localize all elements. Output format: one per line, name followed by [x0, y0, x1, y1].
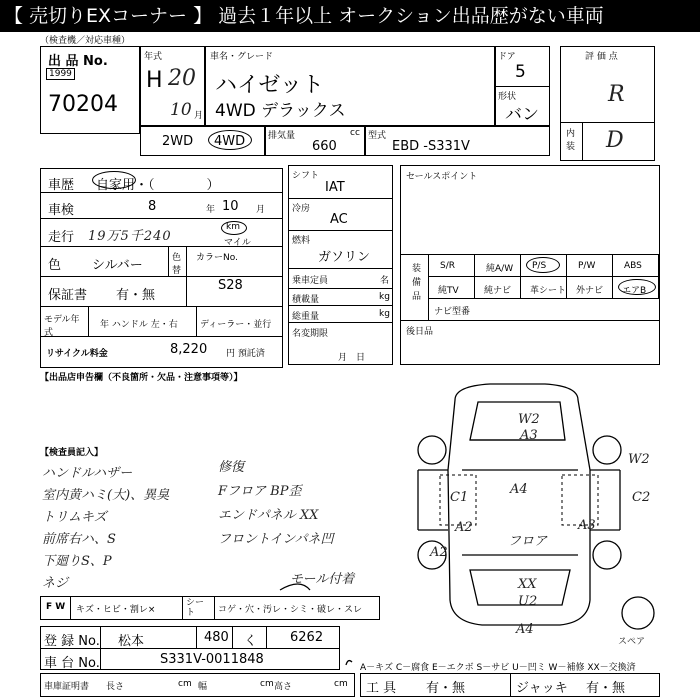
car-grade: 4WD デラックス — [215, 101, 346, 121]
equipment-item: P/S — [532, 261, 547, 271]
frame-no: S331V-0011848 — [160, 652, 264, 667]
jack-label: ジャッキ — [516, 681, 568, 696]
diagram-label: C2 — [632, 490, 651, 505]
frame-label: 車 台 No. — [44, 656, 100, 671]
grid-line — [428, 276, 660, 277]
inspector-note: 室内黄ハミ(大)、異臭 — [42, 488, 170, 503]
lot-label: 出 品 No. — [48, 54, 108, 69]
equipment-item: P/W — [578, 261, 596, 271]
diagram-label: A2 — [455, 520, 473, 535]
cert-label: 車庫証明書 — [44, 682, 90, 692]
score: R — [608, 82, 625, 107]
diagram-label: U2 — [518, 594, 538, 609]
diagram-label: C1 — [450, 490, 469, 505]
mileage: 19万5千240 — [88, 229, 172, 244]
warranty-label: 保証書 — [48, 288, 88, 303]
history-label: 車歴 — [48, 178, 75, 193]
insp-year-unit: 年 — [206, 205, 216, 215]
history-value: 自家用・（ ） — [96, 178, 220, 193]
warranty-value: 有・無 — [116, 288, 156, 303]
diagram-label: A2 — [430, 545, 448, 560]
reg-class: 480 — [204, 630, 229, 645]
equipment-item: エアB — [622, 286, 647, 296]
ac: AC — [330, 212, 348, 227]
cert-unit: 幅 — [198, 682, 208, 692]
diagram-label: W2 — [628, 452, 650, 467]
shape-label: 形状 — [498, 92, 517, 102]
lot-number: 70204 — [48, 92, 118, 117]
color-change: 色替 — [172, 253, 182, 276]
insp-month: 10 — [222, 199, 239, 214]
inspector-note: 下廻りS、P — [42, 554, 112, 569]
capacity-unit: 名 — [380, 276, 390, 286]
displacement: 660 — [312, 139, 337, 154]
name-label: 車名・グレード — [210, 52, 274, 62]
inspector-note: モール付着 — [290, 572, 355, 587]
month-value: 10 — [170, 100, 192, 120]
diagram-label: W2 — [518, 412, 540, 427]
year-label: 年式 — [144, 52, 163, 62]
color-no: S28 — [218, 278, 243, 293]
inspector-note: Fフロア BP歪 — [218, 484, 302, 499]
recycle-value: 8,220 — [170, 342, 208, 357]
shift-label: シフト — [292, 171, 320, 181]
interior: D — [606, 128, 624, 153]
dealer-label: ディーラー・並行 — [200, 320, 272, 330]
fw-values: キズ・ヒビ・割レ× — [76, 605, 156, 615]
diagram-label: A4 — [510, 482, 528, 497]
diagram-label: XX — [518, 577, 537, 592]
fuel-label: 燃料 — [292, 236, 311, 246]
load-label: 積載量 — [292, 295, 320, 305]
equipment-item: 純ナビ — [484, 286, 512, 296]
diagram-label: フロア — [508, 534, 548, 549]
equipment-item: 純TV — [438, 286, 459, 296]
tools-label: 工 具 — [366, 681, 397, 696]
drive-2wd: 2WD — [162, 134, 194, 149]
doors: 5 — [515, 62, 526, 82]
year-era: H — [146, 68, 163, 93]
inspector-note: 修復 — [218, 460, 245, 475]
capacity-label: 乗車定員 — [292, 276, 329, 286]
reg-num: 6262 — [290, 630, 324, 645]
inspector-note: ネジ — [42, 576, 69, 591]
shift: IAT — [325, 180, 345, 195]
score-label: 評 価 点 — [585, 52, 618, 62]
km-label: km — [226, 222, 240, 232]
color-value: シルバー — [92, 258, 143, 273]
weight-unit: kg — [379, 309, 390, 319]
reg-kana: く — [244, 634, 258, 649]
model-year-label: モデル年式 — [44, 315, 80, 338]
navi-label: ナビ型番 — [434, 307, 471, 317]
legend: A－キズ C－腐食 E－エクボ S－サビ U－凹ミ W－補修 XX－交換済 — [360, 663, 636, 673]
diagram-label: スペア — [618, 637, 646, 647]
lot-small: 1999 — [46, 68, 75, 80]
sub-label: （検査機／対応車種） — [40, 36, 131, 46]
color-no-label: カラーNo. — [196, 253, 238, 263]
points-label: セールスポイント — [406, 172, 478, 182]
recycle-unit: 円 預託済 — [226, 349, 265, 359]
load-unit: kg — [379, 292, 390, 302]
inspector-note: 前席右ハ、S — [42, 532, 116, 547]
mile-label: マイル — [224, 238, 251, 248]
color-label: 色 — [48, 258, 62, 273]
insp-year: 8 — [148, 199, 157, 214]
disp-label: 排気量 — [268, 131, 296, 141]
equipment-item: S/R — [440, 261, 455, 271]
seat-values: コゲ・穴・汚レ・シミ・破レ・スレ — [218, 605, 363, 615]
equipment-item: 外ナビ — [576, 286, 604, 296]
drive-4wd: 4WD — [214, 134, 246, 149]
seat-label: シート — [186, 598, 205, 618]
inspection-label: 車検 — [48, 203, 75, 218]
cc-label: cc — [350, 128, 360, 138]
interior-label: 内装 — [566, 129, 576, 152]
circle-mark — [526, 257, 560, 273]
recycle-label: リサイクル料金 — [46, 349, 108, 359]
change-label: 名変期限 — [292, 329, 329, 339]
equipment-label: 装備品 — [412, 264, 422, 302]
month-unit: 月 — [194, 111, 204, 121]
diagram-label: A3 — [520, 428, 538, 443]
later-label: 後日品 — [406, 327, 434, 337]
circle-mark — [618, 279, 656, 295]
details-box — [40, 168, 283, 368]
inspector-note: トリムキズ — [42, 510, 107, 525]
inspector-note: ハンドルハザー — [42, 466, 133, 481]
cert-unit: cm — [260, 679, 274, 689]
year-value: 20 — [168, 66, 196, 91]
equipment-item: 革シート — [530, 286, 567, 296]
fuel: ガソリン — [318, 250, 371, 265]
inspector-note: フロントインパネ凹 — [218, 532, 334, 547]
banner: 【 売切りEXコーナー 】 過去１年以上 オークション出品歴がない車両 — [0, 0, 700, 32]
door-label: ドア — [498, 52, 516, 62]
insp-month-unit: 月 — [256, 205, 266, 215]
diagram-label: A3 — [578, 518, 596, 533]
cert-unit: 長さ — [106, 682, 125, 692]
change-unit: 月 日 — [338, 353, 366, 363]
diagram-label: A4 — [516, 622, 534, 637]
cert-unit: cm — [178, 679, 192, 689]
reg-city: 松本 — [118, 634, 145, 649]
handle-label: 年 ハンドル 左・右 — [100, 320, 178, 330]
ac-label: 冷房 — [292, 204, 311, 214]
inspector-note: エンドパネル XX — [218, 508, 319, 523]
cert-unit: cm — [334, 679, 348, 689]
weight-label: 総重量 — [292, 312, 320, 322]
model: EBD -S331V — [392, 139, 470, 154]
shape: バン — [505, 105, 539, 125]
cert-unit: 高さ — [274, 682, 293, 692]
fw-label: F W — [46, 602, 66, 612]
declaration: 【出品店申告欄（不良箇所・欠品・注意事項等）】 — [40, 373, 243, 383]
car-name: ハイゼット — [215, 73, 324, 98]
tools-value: 有・無 — [426, 681, 466, 696]
grid-line — [428, 298, 660, 299]
reg-label: 登 録 No. — [44, 634, 100, 649]
model-label: 型式 — [368, 131, 387, 141]
mileage-label: 走行 — [48, 230, 75, 245]
equipment-item: 純A/W — [486, 264, 514, 274]
equipment-item: ABS — [624, 261, 642, 271]
inspector-label: 【検査員記入】 — [40, 448, 104, 458]
jack-value: 有・無 — [586, 681, 626, 696]
